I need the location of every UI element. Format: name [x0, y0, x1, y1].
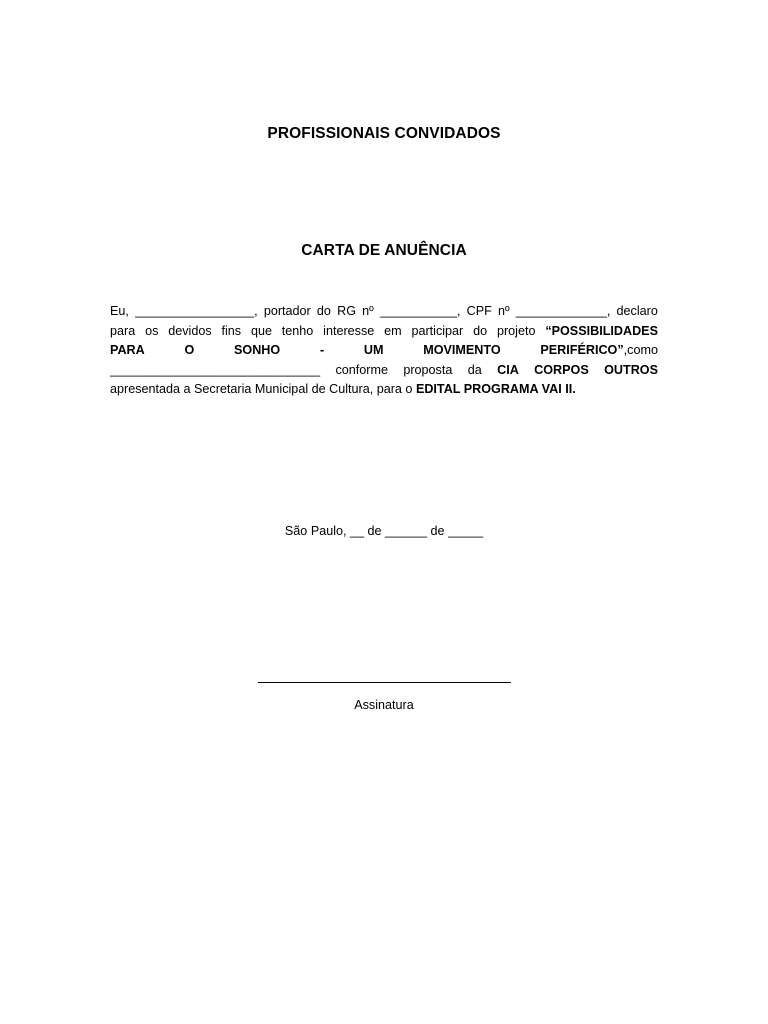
word: projeto [496, 323, 536, 338]
header-title: PROFISSIONAIS CONVIDADOS [267, 125, 501, 142]
word: da [467, 362, 482, 377]
declaration-paragraph [110, 302, 658, 400]
role-blank: ______________________________ [110, 362, 321, 377]
document-title: CARTA DE ANUÊNCIA [301, 242, 467, 259]
word: do [316, 304, 331, 318]
date-line: São Paulo, __ de ______ de _____ [284, 524, 484, 538]
paragraph-line-2 [110, 322, 658, 342]
edital-name: EDITAL PROGRAMA VAI II. [415, 382, 576, 397]
project-name-word: PARA [110, 343, 145, 358]
project-name-word: - [319, 343, 325, 358]
signature-line [258, 682, 511, 683]
word: os [145, 323, 159, 338]
word: tenho [281, 323, 314, 338]
paragraph-line-4 [110, 361, 658, 381]
word: Eu, [110, 304, 129, 318]
word: apresentada a Secretaria Municipal de Cultura, para o [110, 382, 416, 397]
word: nº [498, 304, 510, 318]
company-name-word: CORPOS [534, 362, 589, 377]
cpf-blank: _____________, [515, 304, 611, 318]
word: RG [337, 304, 356, 318]
project-name-word: MOVIMENTO [423, 343, 501, 358]
project-name-end [540, 341, 658, 361]
project-name-word: PERIFÉRICO” [540, 343, 624, 358]
paragraph-line-5 [110, 380, 658, 400]
company-name-word: CIA [497, 362, 519, 377]
project-name-word: UM [363, 343, 384, 358]
word: para [110, 323, 136, 338]
signature-label: Assinatura [354, 698, 414, 712]
rg-blank: ___________, [379, 304, 461, 318]
word: fins [221, 323, 242, 338]
paragraph-line-3 [110, 341, 658, 361]
word: do [473, 323, 488, 338]
word: declaro [616, 304, 658, 318]
paragraph-line-1 [110, 302, 658, 322]
word: interesse [323, 323, 375, 338]
word: CPF [466, 304, 492, 318]
word: em [384, 323, 402, 338]
word: ,como [623, 343, 658, 358]
word: proposta [403, 362, 453, 377]
project-name-word: SONHO [234, 343, 281, 358]
word: nº [362, 304, 374, 318]
word: conforme [335, 362, 388, 377]
company-name-word: OUTROS [604, 362, 658, 377]
word: que [250, 323, 272, 338]
name-blank: _________________, [135, 304, 258, 318]
word: devidos [168, 323, 212, 338]
word: portador [263, 304, 311, 318]
word: participar [411, 323, 464, 338]
project-name-word: O [184, 343, 195, 358]
project-name-start: “POSSIBILIDADES [545, 323, 658, 338]
